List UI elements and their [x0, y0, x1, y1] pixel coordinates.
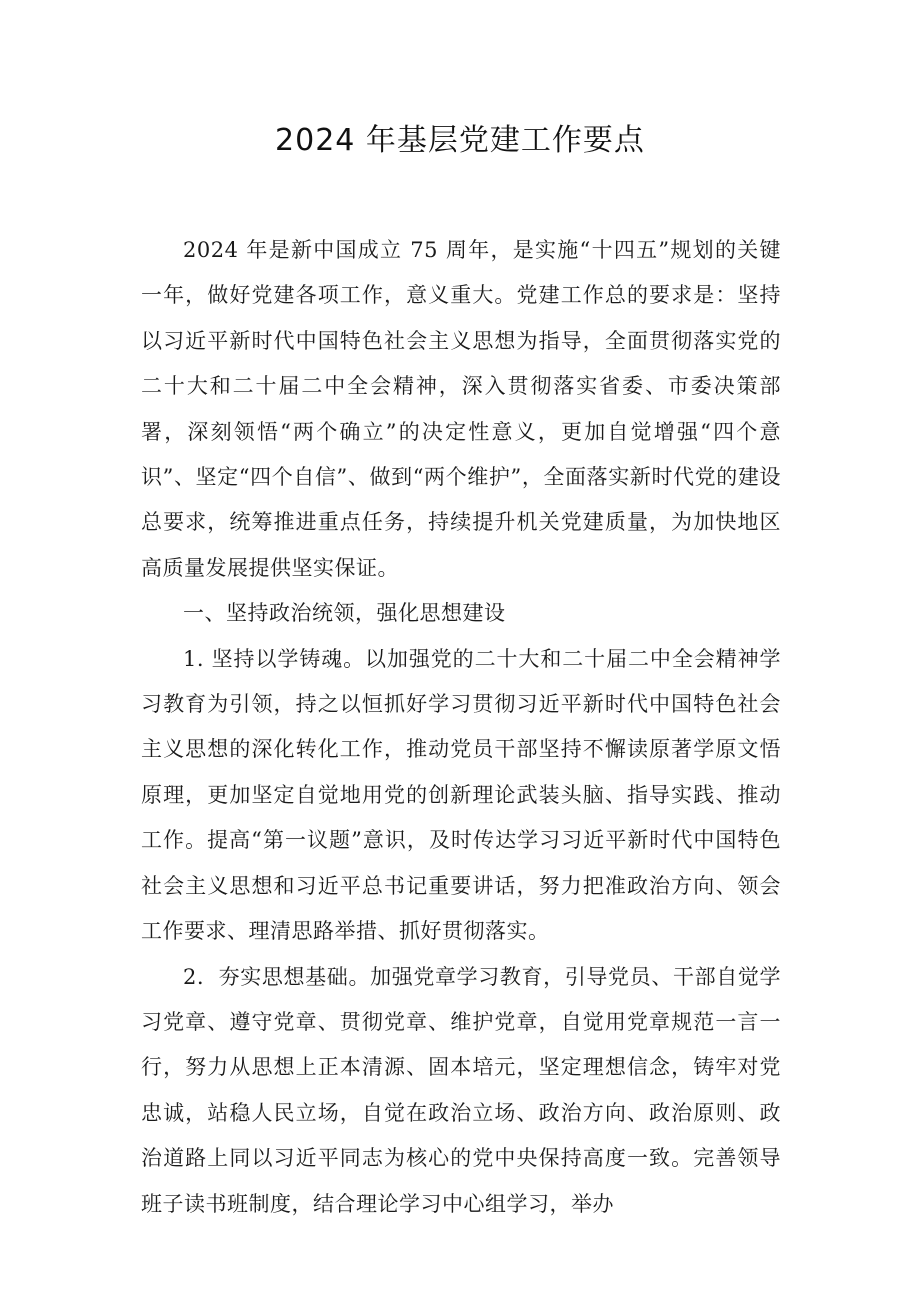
item-paragraph-2: 2．夯实思想基础。加强党章学习教育，引导党员、干部自觉学习党章、遵守党章、贯彻党章、维护党章，自觉用党章规范一言一行，努力从思想上正本清源、固本培元，坚定理想信念，铸牢对党忠诚，站稳人民立场，自觉在政治立场、政治方向、政治原则、政治道路上同以习近平同志为核心的党中央保持高度一致。完善领导班子读书班制度，结合理论学习中心组学习，举办: [141, 964, 781, 1216]
section-heading-1: 一、坚持政治统领，强化思想建设: [183, 601, 506, 626]
item-paragraph-1: 1. 坚持以学铸魂。以加强党的二十大和二十届二中全会精神学习教育为引领，持之以恒抓好学习贯彻习近平新时代中国特色社会主义思想的深化转化工作，推动党员干部坚持不懈读原著学原文悟原理，更加坚定自觉地用党的创新理论武装头脑、指导实践、推动工作。提高“第一议题”意识，及时传达学习习近平新时代中国特色社会主义思想和习近平总书记重要讲话，努力把准政治方向、领会工作要求、理清思路举措、抓好贯彻落实。: [141, 646, 781, 944]
document-title: 2024 年基层党建工作要点: [275, 123, 645, 158]
document-body: [141, 228, 781, 1227]
intro-paragraph: 2024 年是新中国成立 75 周年，是实施“十四五”规划的关键一年，做好党建各项工作，意义重大。党建工作总的要求是：坚持以习近平新时代中国特色社会主义思想为指导，全面贯彻落实党的二十大和二十届二中全会精神，深入贯彻落实省委、市委决策部署，深刻领悟“两个确立”的决定性意义，更加自觉增强“四个意识”、坚定“四个自信”、做到“两个维护”，全面落实新时代党的建设总要求，统筹推进重点任务，持续提升机关党建质量，为加快地区高质量发展提供坚实保证。: [141, 238, 781, 580]
